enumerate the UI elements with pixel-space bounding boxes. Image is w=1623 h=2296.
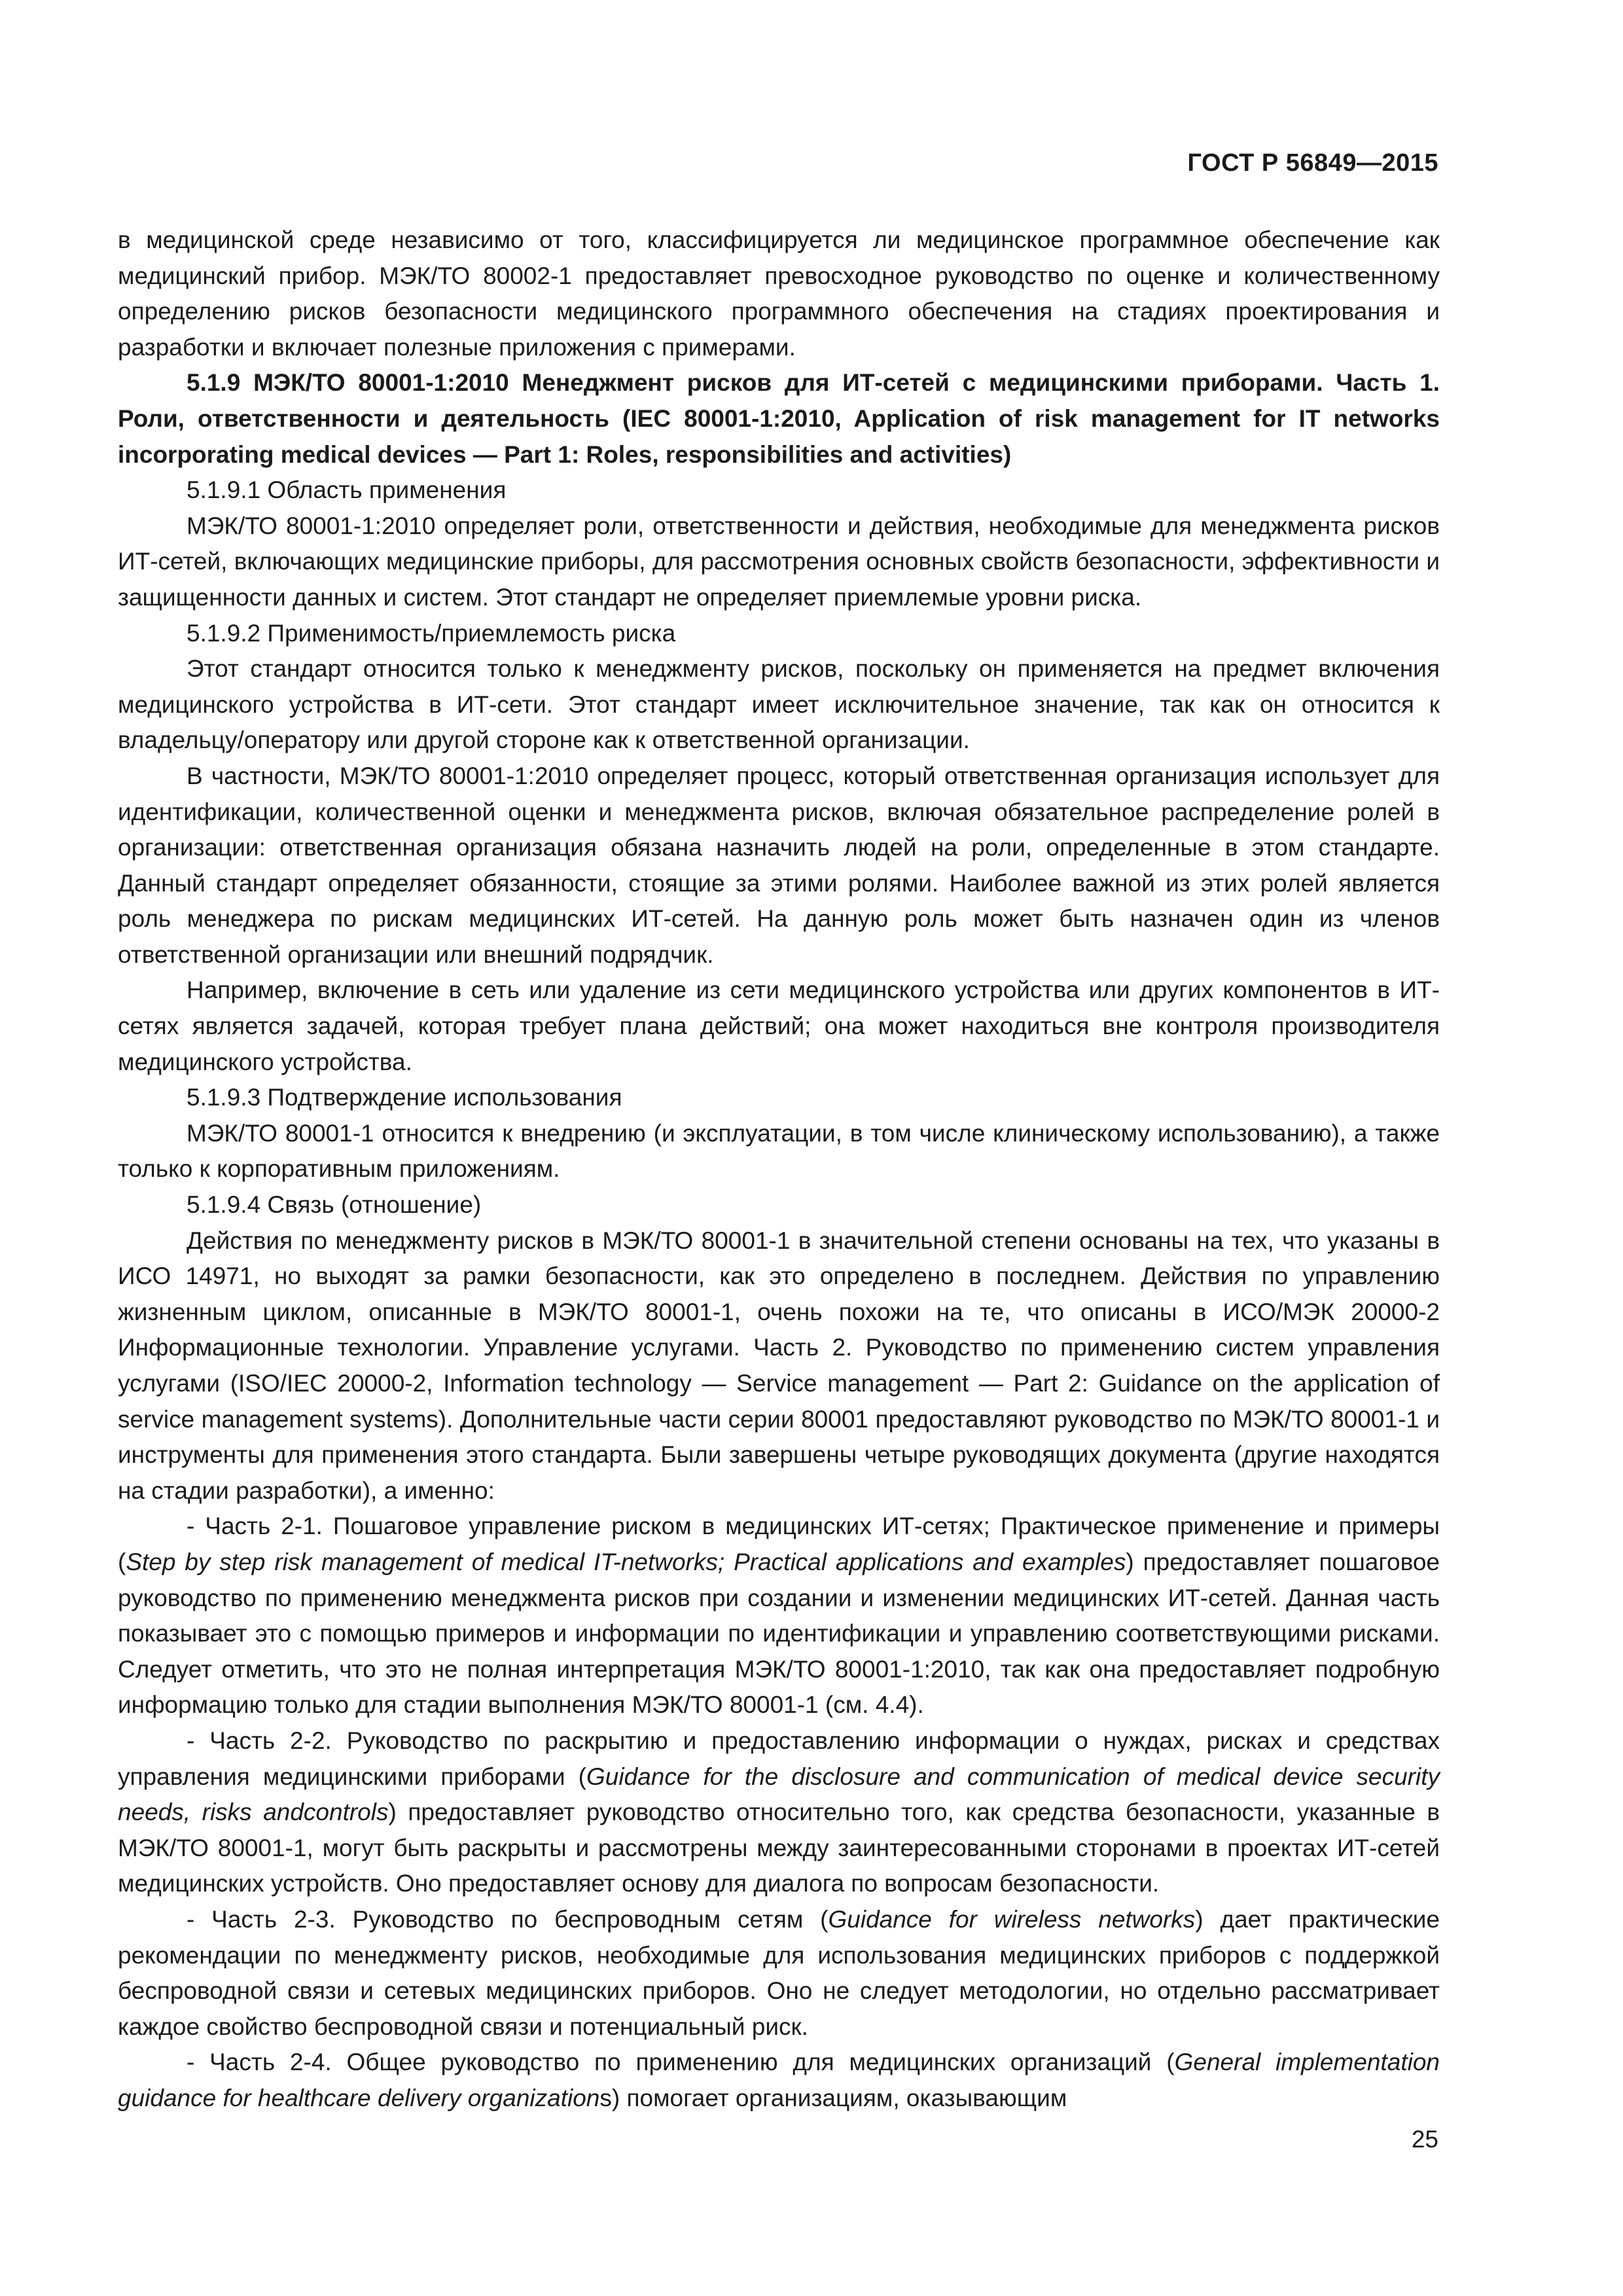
standard-number: ГОСТ Р 56849—2015 (1187, 149, 1438, 177)
list-item-english-title: Guidance for wireless networks (828, 1905, 1196, 1933)
paragraph: Действия по менеджменту рисков в МЭК/ТО 80001-1 в значительной степени основаны на тех, что указаны в ИСО 14971, но выходят за рамки безопасности, как это определено в последнем. Действия по управлению жизненным циклом, описанные в МЭК/ТО 80001-1, очень похожи на те, что описаны в ИСО/МЭК 20000-2 Информационные технологии. Управление услугами. Часть 2. Руководство по применению систем управления услугами (ISO/IEC 20000-2, Information technology — Service management — Part 2: Guidance on the application of service management systems). Дополнительные части серии 80001 предоставляют руководство по МЭК/ТО 80001-1 и инструменты для применения этого стандарта. Были завершены четыре руководящих документа (другие находятся на стадии разработки), а именно: (118, 1227, 1440, 1504)
list-item-text: - Часть 2-3. Руководство по беспроводным сетям ( (187, 1905, 829, 1933)
list-item (118, 1902, 1440, 2045)
list-item-text: - Часть 2-4. Общее руководство по применению для медицинских организаций ( (187, 2049, 1175, 2076)
paragraph: В частности, МЭК/ТО 80001-1:2010 определяет процесс, который ответственная организация использует для идентификации, количественной оценки и менеджмента рисков, включая обязательное распределение ролей в организации: ответственная организация обязана назначить людей на роли, определенные в этом стандарте. Данный стандарт определяет обязанности, стоящие за этими ролями. Наиболее важной из этих ролей является роль менеджера по рискам медицинских ИТ-сетей. На данную роль может быть назначен один из членов ответственной организации или внешний подрядчик. (118, 762, 1440, 968)
paragraph: МЭК/ТО 80001-1:2010 определяет роли, ответственности и действия, необходимые для менеджмента рисков ИТ-сетей, включающих медицинские приборы, для рассмотрения основных свойств безопасности, эффективности и защищенности данных и систем. Этот стандарт не определяет приемлемые уровни риска. (118, 512, 1440, 611)
list-item-text: ) предоставляет руководство относительно того, как средства безопасности, указанные в МЭК/ТО 80001-1, могут быть раскрыты и рассмотрены между заинтересованными сторонами в проектах ИТ-сетей медицинских устройств. Оно предоставляет основу для диалога по вопросам безопасности. (118, 1799, 1440, 1897)
section-heading-5-1-9: 5.1.9 МЭК/ТО 80001-1:2010 Менеджмент рисков для ИТ-сетей с медицинскими приборами. Часть 1. Роли, ответственности и деятельность (IEC 80001-1:2010, Application of risk management for IT networks incorporating medical devices — Part 1: Roles, responsibilities and activities) (118, 369, 1440, 468)
list-item-english-title: Step by step risk management of medical IT-networks; Practical applications and examples (126, 1548, 1126, 1575)
list-item-text: - Часть 2-1. Пошаговое управление риском в медицинских ИТ-сетях; Практическое применение и примеры ( (118, 1513, 1440, 1575)
paragraph: МЭК/ТО 80001-1 относится к внедрению (и эксплуатации, в том числе клиническому использованию), а также только к корпоративным приложениям. (118, 1119, 1440, 1183)
list-item (118, 2045, 1440, 2116)
list-item-text: ) дает практические рекомендации по менеджменту рисков, необходимые для использования медицинских приборов с поддержкой беспроводной связи и сетевых медицинских приборов. Оно не следует методологии, но отдельно рассматривает каждое свойство беспроводной связи и потенциальный риск. (118, 1905, 1440, 2040)
list-item-text: - Часть 2-2. Руководство по раскрытию и предоставлению информации о нуждах, рисках и средствах управления медицинскими приборами ( (118, 1727, 1440, 1790)
list-item (118, 1723, 1440, 1902)
subsection-heading-5-1-9-2: 5.1.9.2 Применимость/приемлемость риска (187, 619, 676, 647)
paragraph: Например, включение в сеть или удаление из сети медицинского устройства или других компонентов в ИТ-сетях является задачей, которая требует плана действий; она может находиться вне контроля производителя медицинского устройства. (118, 977, 1440, 1075)
list-item-text: ) предоставляет пошаговое руководство по применению менеджмента рисков при создании и изменении медицинских ИТ-сетей. Данная часть показывает это с помощью примеров и информации по идентификации и управлению соответствующими рисками. Следует отметить, что это не полная интерпретация МЭК/ТО 80001-1:2010, так как она предоставляет подробную информацию только для стадии выполнения МЭК/ТО 80001-1 (см. 4.4). (118, 1548, 1440, 1719)
paragraph: в медицинской среде независимо от того, классифицируется ли медицинское программное обеспечение как медицинский прибор. МЭК/ТО 80002-1 предоставляет превосходное руководство по оценке и количественному определению рисков безопасности медицинского программного обеспечения на стадиях проектирования и разработки и включает полезные приложения с примерами. (118, 226, 1440, 361)
list-item-text: s) помогает организациям, оказывающим (599, 2084, 1067, 2111)
page-body (118, 223, 1440, 2116)
paragraph: Этот стандарт относится только к менеджменту рисков, поскольку он применяется на предмет включения медицинского устройства в ИТ-сети. Этот стандарт имеет исключительное значение, так как он относится к владельцу/оператору или другой стороне как к ответственной организации. (118, 655, 1440, 754)
subsection-heading-5-1-9-1: 5.1.9.1 Область применения (187, 476, 507, 504)
subsection-heading-5-1-9-3: 5.1.9.3 Подтверждение использования (187, 1084, 622, 1111)
list-item (118, 1509, 1440, 1723)
subsection-heading-5-1-9-4: 5.1.9.4 Связь (отношение) (187, 1191, 482, 1219)
list-item-english-title: Guidance for the disclosure and communication of medical device security needs, risks andcontrols (118, 1763, 1440, 1826)
page-number: 25 (1411, 2126, 1438, 2153)
list-item-english-title: General implementation guidance for healthcare delivery organization (118, 2049, 1440, 2111)
